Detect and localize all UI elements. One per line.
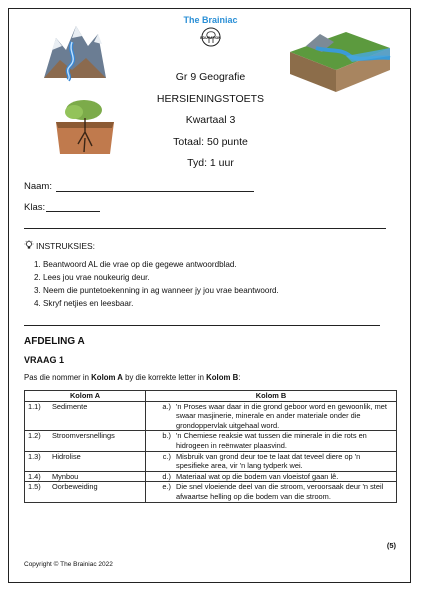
class-field[interactable] xyxy=(46,211,100,212)
row-letter: e.) xyxy=(146,482,174,502)
term-label: Kwartaal 3 xyxy=(185,114,236,126)
class-label: Klas: xyxy=(24,202,46,213)
row-number: 1.4) xyxy=(25,471,50,482)
copyright-footer: Copyright © The Brainiac 2022 xyxy=(24,561,113,568)
table-row xyxy=(25,431,397,451)
row-description: Die snel vloeiende deel van die stroom, veroorsaak deur 'n steil afwaartse helling op die bodem van die stroom. xyxy=(173,482,397,502)
name-label: Naam: xyxy=(24,181,52,192)
row-description: Misbruik van grond deur toe te laat dat teveel diere op 'n spesifieke area, vir 'n lang tydperk wei. xyxy=(173,451,397,471)
row-term: Stroomversnellings xyxy=(49,431,146,451)
instructions-heading xyxy=(24,240,95,251)
row-number: 1.1) xyxy=(25,401,50,431)
instructions-list xyxy=(34,258,279,310)
row-letter: d.) xyxy=(146,471,174,482)
table-row xyxy=(25,471,397,482)
column-b-header: Kolom B xyxy=(146,391,397,402)
column-a-header: Kolom A xyxy=(25,391,146,402)
instruction-item: 4. Skryf netjies en leesbaar. xyxy=(34,299,134,308)
instruction-item: 3. Neem die puntetoekenning in ag wanneer jy jou vrae beantwoord. xyxy=(34,286,279,295)
logo-caption: EDUCATION xyxy=(200,36,221,40)
row-term: Mynbou xyxy=(49,471,146,482)
lightbulb-icon xyxy=(24,240,34,250)
table-row xyxy=(25,401,397,431)
divider-bottom xyxy=(24,325,380,326)
row-term: Sedimente xyxy=(49,401,146,431)
row-term: Hidrolise xyxy=(49,451,146,471)
row-number: 1.3) xyxy=(25,451,50,471)
row-term: Oorbeweiding xyxy=(49,482,146,502)
table-row xyxy=(25,482,397,502)
matching-table xyxy=(24,390,397,503)
row-description: Materiaal wat op die bodem van vloeistof gaan lê. xyxy=(173,471,397,482)
grade-subject: Gr 9 Geografie xyxy=(175,71,246,83)
total-marks: Totaal: 50 punte xyxy=(173,136,248,148)
instruction-item: 1. Beantwoord AL die vrae op die gegewe antwoordblad. xyxy=(34,260,237,269)
table-row xyxy=(25,451,397,471)
name-field[interactable] xyxy=(56,191,254,192)
row-description: 'n Chemiese reaksie wat tussen die minerale in die rots en hidrogeen in reënwater plaasvind. xyxy=(173,431,397,451)
brand-name: The Brainiac xyxy=(183,15,238,25)
test-type: HERSIENINGSTOETS xyxy=(156,93,265,105)
row-letter: a.) xyxy=(146,401,174,431)
section-title: AFDELING A xyxy=(24,336,85,347)
row-letter: b.) xyxy=(146,431,174,451)
row-letter: c.) xyxy=(146,451,174,471)
marks-total: (5) xyxy=(386,541,396,550)
row-number: 1.5) xyxy=(25,482,50,502)
instructions-title: INSTRUKSIES: xyxy=(36,241,96,251)
row-description: 'n Proses waar daar in die grond geboor word en gewoonlik, met swaar masjinerie, minerale en ander materiale onder die grondoppervlak uitgehaal word. xyxy=(173,401,397,431)
question-title: VRAAG 1 xyxy=(24,355,65,365)
question-instruction: Pas die nommer in Kolom A by die korrekte letter in Kolom B: xyxy=(24,373,241,382)
divider-top xyxy=(24,228,386,229)
instruction-item: 2. Lees jou vrae noukeurig deur. xyxy=(34,273,150,282)
time-allowed: Tyd: 1 uur xyxy=(187,157,234,169)
row-number: 1.2) xyxy=(25,431,50,451)
